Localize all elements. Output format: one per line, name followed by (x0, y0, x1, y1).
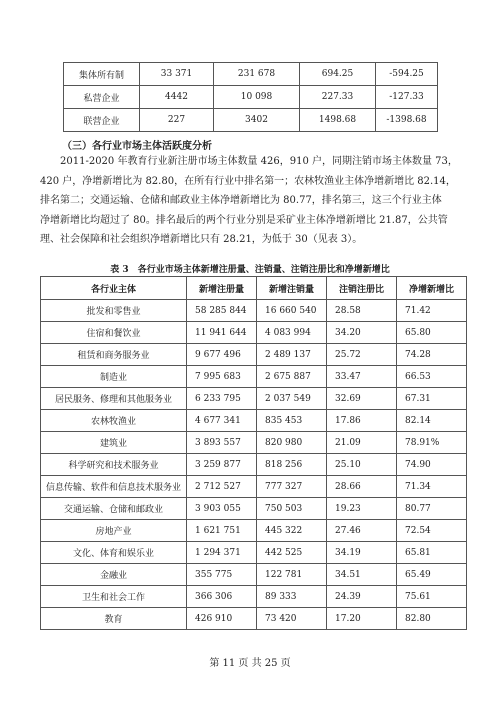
value-cell: 2 712 527 (187, 476, 257, 498)
value-cell: 820 980 (257, 432, 327, 454)
table-row (41, 498, 467, 520)
industry-name-cell: 租赁和商务服务业 (41, 344, 187, 366)
value-cell: 24.39 (327, 586, 397, 608)
value-cell: 25.72 (327, 344, 397, 366)
column-header: 新增注册量 (187, 277, 257, 300)
value-cell: 16 660 540 (257, 300, 327, 322)
value-cell: 426 910 (187, 608, 257, 630)
value-cell: 21.09 (327, 432, 397, 454)
value-cell: 6 233 795 (187, 388, 257, 410)
industry-name-cell: 卫生和社会工作 (41, 586, 187, 608)
table-cell: 10 098 (214, 86, 300, 109)
value-cell: 835 453 (257, 410, 327, 432)
value-cell: 818 256 (257, 454, 327, 476)
value-cell: 78.91% (397, 432, 467, 454)
table-caption: 表 3 各行业市场主体新增注册量、注销量、注销注册比和净增新增比 (110, 265, 390, 275)
column-header: 净增新增比 (397, 277, 467, 300)
table-row (41, 432, 467, 454)
value-cell: 4 677 341 (187, 410, 257, 432)
value-cell: 777 327 (257, 476, 327, 498)
value-cell: 7 995 683 (187, 366, 257, 388)
value-cell: 82.14 (397, 410, 467, 432)
table-row (41, 454, 467, 476)
value-cell: 28.58 (327, 300, 397, 322)
industry-name-cell: 房地产业 (41, 520, 187, 542)
industry-name-cell: 交通运输、仓储和邮政业 (41, 498, 187, 520)
industry-name-cell: 金融业 (41, 564, 187, 586)
value-cell: 1 294 371 (187, 542, 257, 564)
value-cell: 67.31 (397, 388, 467, 410)
value-cell: 366 306 (187, 586, 257, 608)
value-cell: 72.54 (397, 520, 467, 542)
value-cell: 2 675 887 (257, 366, 327, 388)
value-cell: 74.90 (397, 454, 467, 476)
table-cell: 3402 (214, 109, 300, 132)
industry-name-cell: 文化、体育和娱乐业 (41, 542, 187, 564)
table-row (41, 476, 467, 498)
value-cell: 9 677 496 (187, 344, 257, 366)
value-cell: 3 903 055 (187, 498, 257, 520)
value-cell: 2 037 549 (257, 388, 327, 410)
value-cell: 73 420 (257, 608, 327, 630)
paragraph-line: 2011-2020 年教育行业新注册市场主体数量 426，910 户，同期注销市场主体数量 73， (40, 156, 458, 167)
value-cell: 80.77 (397, 498, 467, 520)
value-cell: 65.81 (397, 542, 467, 564)
table-cell: 227 (140, 109, 214, 132)
value-cell: 25.10 (327, 454, 397, 476)
industry-name-cell: 住宿和餐饮业 (41, 322, 187, 344)
table-row (41, 344, 467, 366)
table-cell: 227.33 (300, 86, 376, 109)
table-row (41, 586, 467, 608)
column-header: 注销注册比 (327, 277, 397, 300)
industry-name-cell: 信息传输、软件和信息技术服务业 (41, 476, 187, 498)
value-cell: 32.69 (327, 388, 397, 410)
value-cell: 4 083 994 (257, 322, 327, 344)
table-row (41, 300, 467, 322)
value-cell: 355 775 (187, 564, 257, 586)
value-cell: 28.66 (327, 476, 397, 498)
table-row (41, 608, 467, 630)
value-cell: 11 941 644 (187, 322, 257, 344)
ownership-table (63, 62, 438, 132)
value-cell: 82.80 (397, 608, 467, 630)
table-cell: -594.25 (376, 63, 438, 86)
table-cell: 私营企业 (64, 86, 140, 109)
paragraph-line: 理、社会保障和社会组织净增新增比只有 28.21，为低于 30（见表 3）。 (40, 234, 363, 245)
value-cell: 58 285 844 (187, 300, 257, 322)
value-cell: 750 503 (257, 498, 327, 520)
value-cell: 71.42 (397, 300, 467, 322)
value-cell: 445 322 (257, 520, 327, 542)
value-cell: 17.20 (327, 608, 397, 630)
industry-name-cell: 批发和零售业 (41, 300, 187, 322)
industry-name-cell: 居民服务、修理和其他服务业 (41, 388, 187, 410)
industry-name-cell: 制造业 (41, 366, 187, 388)
table-row (41, 520, 467, 542)
value-cell: 34.51 (327, 564, 397, 586)
table-row (41, 542, 467, 564)
table-cell: 联营企业 (64, 109, 140, 132)
industry-name-cell: 教育 (41, 608, 187, 630)
value-cell: 75.61 (397, 586, 467, 608)
table-cell: -1398.68 (376, 109, 438, 132)
table-row (41, 410, 467, 432)
value-cell: 34.20 (327, 322, 397, 344)
value-cell: 17.86 (327, 410, 397, 432)
page-footer: 第 11 页 共 25 页 (209, 658, 291, 669)
table-cell: 集体所有制 (64, 63, 140, 86)
table-cell: 4442 (140, 86, 214, 109)
table-cell: -127.33 (376, 86, 438, 109)
paragraph-line: 420 户，净增新增比为 82.80，在所有行业中排名第一；农林牧渔业主体净增新增比 82.14， (40, 175, 456, 187)
value-cell: 27.46 (327, 520, 397, 542)
industry-table (40, 276, 467, 630)
section-heading: （三）各行业市场主体活跃度分析 (62, 141, 212, 152)
value-cell: 3 259 877 (187, 454, 257, 476)
industry-name-cell: 建筑业 (41, 432, 187, 454)
table-cell: 231 678 (214, 63, 300, 86)
value-cell: 19.23 (327, 498, 397, 520)
table-row (41, 564, 467, 586)
table-row (41, 388, 467, 410)
value-cell: 3 893 557 (187, 432, 257, 454)
table-row (41, 366, 467, 388)
value-cell: 65.49 (397, 564, 467, 586)
value-cell: 89 333 (257, 586, 327, 608)
value-cell: 33.47 (327, 366, 397, 388)
value-cell: 2 489 137 (257, 344, 327, 366)
table-row (64, 109, 438, 132)
table-cell: 33 371 (140, 63, 214, 86)
value-cell: 34.19 (327, 542, 397, 564)
column-header: 新增注销量 (257, 277, 327, 300)
value-cell: 74.28 (397, 344, 467, 366)
table-cell: 694.25 (300, 63, 376, 86)
value-cell: 66.53 (397, 366, 467, 388)
industry-name-cell: 农林牧渔业 (41, 410, 187, 432)
paragraph-line: 排名第二；交通运输、仓储和邮政业主体净增新增比为 80.77，排名第三，这三个行业主体 (40, 195, 442, 206)
paragraph-line: 净增新增比均超过了 80。排名最后的两个行业分别是采矿业主体净增新增比 21.87，公共管 (40, 214, 448, 226)
value-cell: 71.34 (397, 476, 467, 498)
table-header-row (41, 277, 467, 300)
table-row (41, 322, 467, 344)
table-cell: 1498.68 (300, 109, 376, 132)
value-cell: 442 525 (257, 542, 327, 564)
industry-name-cell: 科学研究和技术服务业 (41, 454, 187, 476)
analysis-paragraph (40, 152, 470, 250)
table-row (64, 63, 438, 86)
value-cell: 65.80 (397, 322, 467, 344)
value-cell: 122 781 (257, 564, 327, 586)
table-row (64, 86, 438, 109)
column-header: 各行业主体 (41, 277, 187, 300)
value-cell: 1 621 751 (187, 520, 257, 542)
